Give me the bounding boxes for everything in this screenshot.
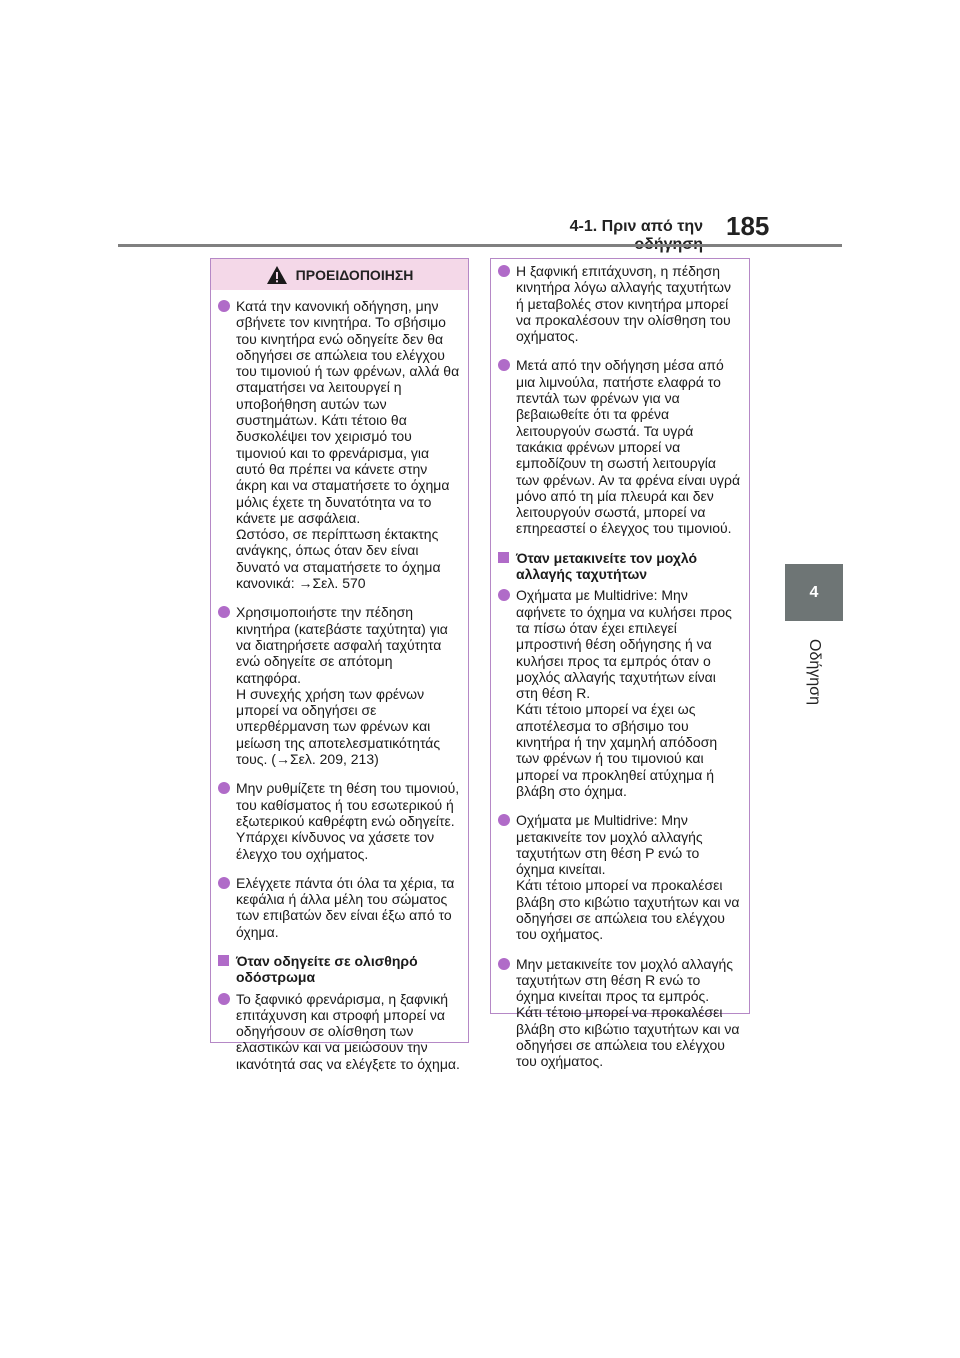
warning-title: ΠΡΟΕΙΔΟΠΟΙΗΣΗ [295, 266, 414, 283]
bullet-dot-icon [498, 589, 510, 601]
paragraph: Ωστόσο, σε περίπτωση έκτακτης ανάγκης, όπως όταν δεν είναι δυνατό να σταματήσετε το όχημα κανονικά: →Σελ. 570 [236, 526, 441, 592]
list-item [218, 875, 460, 940]
subsection-heading-text: Όταν οδηγείτε σε ολισθηρό οδόστρωμα [236, 952, 418, 986]
subsection-heading [218, 953, 460, 986]
bullet-dot-icon [498, 359, 510, 371]
paragraph: Το ξαφνικό φρενάρισμα, η ξαφνική επιτάχυνση και στροφή μπορεί να οδηγήσουν σε ολίσθηση των ελαστικών και να μειώσουν την ικανότητά σας να ελέγξετε το όχημα. [236, 990, 460, 1072]
paragraph: Μην ρυθμίζετε τη θέση του τιμονιού, του καθίσματος ή του εσωτερικού ή εξωτερικού καθρέφτη ενώ οδηγείτε. [236, 780, 460, 829]
chapter-label-text: Οδήγηση [806, 639, 824, 705]
bullet-dot-icon [218, 877, 230, 889]
section-title: 4-1. Πριν από την [569, 218, 703, 235]
header-divider [118, 244, 842, 247]
list-item [498, 812, 741, 942]
warning-box-right [490, 258, 750, 1070]
bullet-dot-icon [498, 265, 510, 277]
paragraph: Ελέγχετε πάντα ότι όλα τα χέρια, τα κεφάλια ή άλλα μέλη του σώματος των επιβατών δεν είναι έξω από το όχημα. [236, 874, 455, 940]
paragraph: Υπάρχει κίνδυνος να χάσετε τον έλεγχο του οχήματος. [236, 829, 435, 862]
list-item [498, 956, 741, 1070]
paragraph: Η συνεχής χρήση των φρένων μπορεί να οδηγήσει σε υπερθέρμανση των φρένων και μείωση της αποτελεσματικότητάς τους. (→Σελ. 209, 213) [236, 685, 441, 768]
subsection-heading [498, 550, 741, 583]
list-item [218, 780, 460, 861]
bullet-dot-icon [498, 814, 510, 826]
paragraph: Οχήματα με Multidrive: Μην αφήνετε το όχημα να κυλήσει προς τα πίσω όταν έχει επιλεγεί μπροστινή θέση οδήγησης ή να κυλήσει προς τα εμπρός όταν ο μοχλός αλλαγής ταχυτήτων είναι στη θέση R. [516, 587, 732, 702]
bullet-dot-icon [218, 606, 230, 618]
list-item [498, 587, 741, 799]
paragraph: Κατά την κανονική οδήγηση, μην σβήνετε τον κινητήρα. Το σβήσιμο του κινητήρα ενώ οδηγείτε δεν θα οδηγήσει σε απώλεια του ελέγχου του τιμονιού ή των φρένων, αλλά θα σταματήσει να λειτουργεί η υποβοήθηση αυτών των συστημάτων. Κάτι τέτοιο θα δυσκολέψει τον χειρισμό του τιμονιού και το φρενάρισμα, για αυτό θα πρέπει να κάνετε στην άκρη και να σταματήσετε το όχημα μόλις έχετε τη δυνατότητα να το κάνετε με ασφάλεια. [236, 298, 460, 526]
chapter-label [785, 632, 843, 712]
list-item [498, 263, 741, 344]
bullet-dot-icon [498, 958, 510, 970]
square-bullet-icon [498, 552, 509, 563]
bullet-dot-icon [218, 300, 230, 312]
subsection-heading-text: Όταν μετακινείτε τον μοχλό αλλαγής ταχυτήτων [516, 549, 698, 583]
paragraph: Η ξαφνική επιτάχυνση, η πέδηση κινητήρα λόγω αλλαγής ταχυτήτων ή μεταβολές στον κινητήρα μπορεί να προκαλέσουν την ολίσθηση του οχήματος. [516, 263, 731, 345]
bullet-dot-icon [218, 993, 230, 1005]
paragraph: Χρησιμοποιήστε την πέδηση κινητήρα (κατεβάστε ταχύτητα) για να διατηρήσετε ασφαλή ταχύτητα ενώ οδηγείτε σε απότομη κατηφόρα. [236, 604, 448, 686]
warning-triangle-icon [266, 265, 288, 285]
bullet-dot-icon [218, 782, 230, 794]
list-item [218, 604, 460, 767]
paragraph: Μετά από την οδήγηση μέσα από μια λιμνούλα, πατήστε ελαφρά το πεντάλ των φρένων για να βεβαιωθείτε ότι τα φρένα λειτουργούν σωστά. Τα υγρά τακάκια φρένων μπορεί να εμποδίζουν τη σωστή λειτουργία των φρένων. Αν τα φρένα είναι υγρά μόνο από τη μία πλευρά και δεν λειτουργούν σωστά, μπορεί να επηρεαστεί ο έλεγχος του τιμονιού. [516, 357, 741, 537]
list-item [218, 991, 460, 1072]
paragraph: Κάτι τέτοιο μπορεί να έχει ως αποτέλεσμα το σβήσιμο του κινητήρα ή την χαμηλή απόδοση των φρένων ή του τιμονιού και μπορεί να προκληθεί ατύχημα ή βλάβη στο όχημα. [516, 701, 718, 799]
warning-box-left [210, 258, 469, 1072]
paragraph: Μην μετακινείτε τον μοχλό αλλαγής ταχυτήτων στη θέση R ενώ το όχημα κινείται προς τα εμπρός. [516, 955, 733, 1005]
chapter-number: 4 [809, 583, 819, 601]
square-bullet-icon [218, 955, 229, 966]
paragraph: Κάτι τέτοιο μπορεί να προκαλέσει βλάβη στο κιβώτιο ταχυτήτων και να οδηγήσει σε απώλεια του ελέγχου του οχήματος. [516, 877, 740, 943]
list-item [218, 298, 460, 591]
chapter-tab [785, 564, 843, 621]
list-item [498, 357, 741, 536]
warning-header [211, 259, 468, 290]
paragraph: Κάτι τέτοιο μπορεί να προκαλέσει βλάβη στο κιβώτιο ταχυτήτων και να οδηγήσει σε απώλεια του ελέγχου του οχήματος. [516, 1004, 740, 1070]
paragraph: Οχήματα με Multidrive: Μην μετακινείτε τον μοχλό αλλαγής ταχυτήτων στη θέση P ενώ το όχημα κινείται. [516, 812, 703, 878]
page-number: 185 [726, 211, 770, 241]
